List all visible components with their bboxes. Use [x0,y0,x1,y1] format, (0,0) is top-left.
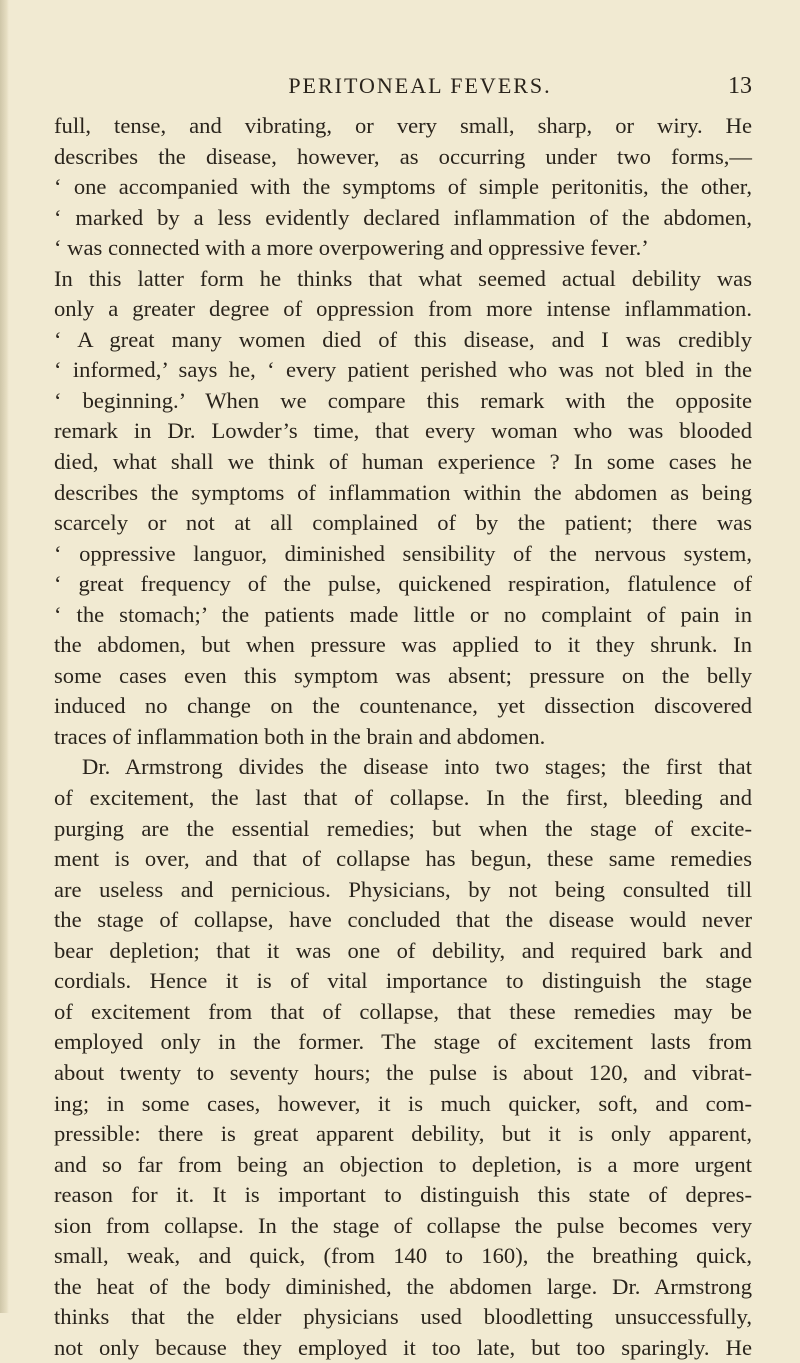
text-line: employed only in the former. The stage of excitement lasts from [54,1029,752,1055]
text-line: and so far from being an objection to depletion, is a more urgent [54,1151,752,1177]
text-line: induced no change on the countenance, yet dissection discovered [54,693,752,719]
text-line: the stage of collapse, have concluded that the disease would never [54,907,752,933]
text-line: scarcely or not at all complained of by the patient; there was [54,510,752,536]
text-line: died, what shall we think of human experience ? In some cases he [54,449,752,475]
text-line: remark in Dr. Lowder’s time, that every woman who was blooded [54,418,752,444]
text-line: reason for it. It is important to distinguish this state of depres- [54,1182,752,1208]
text-line: not only because they employed it too late, but too sparingly. He [54,1334,752,1360]
text-line: are useless and pernicious. Physicians, by not being consulted till [54,876,752,902]
body-text [54,111,752,1363]
text-line: some cases even this symptom was absent; pressure on the belly [54,662,752,688]
text-line: describes the symptoms of inflammation within the abdomen as being [54,479,752,505]
page-header [54,68,752,104]
text-line: ‘ the stomach;’ the patients made little or no complaint of pain in [54,601,752,627]
text-line: cordials. Hence it is of vital importance to distinguish the stage [54,968,752,994]
text-line: small, weak, and quick, (from 140 to 160), the breathing quick, [54,1243,752,1269]
text-line: full, tense, and vibrating, or very small, sharp, or wiry. He [54,113,752,138]
text-line: ‘ great frequency of the pulse, quickened respiration, flatulence of [54,571,752,597]
text-line: ment is over, and that of collapse has begun, these same remedies [54,846,752,872]
text-line: of excitement, the last that of collapse. In the first, bleeding and [54,785,752,811]
text-line: ‘ marked by a less evidently declared inflammation of the abdomen, [54,204,752,230]
text-line: ‘ oppressive languor, diminished sensibility of the nervous system, [54,540,752,566]
text-line: sion from collapse. In the stage of collapse the pulse becomes very [54,1212,752,1238]
text-line: traces of inflammation both in the brain and abdomen. [54,723,546,749]
text-line: ‘ A great many women died of this disease, and I was credibly [54,326,752,352]
text-line: only a greater degree of oppression from more intense inflammation. [54,296,752,322]
text-line: thinks that the elder physicians used bloodletting unsuccessfully, [54,1304,752,1330]
running-head: PERITONEAL FEVERS. [288,73,552,98]
text-line: of excitement from that of collapse, that these remedies may be [54,998,752,1024]
text-line: ‘ beginning.’ When we compare this remark with the opposite [54,387,752,413]
text-line: In this latter form he thinks that what seemed actual debility was [54,265,752,291]
text-line: ‘ informed,’ says he, ‘ every patient perished who was not bled in the [54,357,752,383]
text-line: describes the disease, however, as occurring under two forms,— [54,143,752,169]
text-line: purging are the essential remedies; but when the stage of excite- [54,815,752,841]
text-line: the heat of the body diminished, the abdomen large. Dr. Armstrong [54,1273,752,1299]
text-line: ing; in some cases, however, it is much quicker, soft, and com- [54,1090,752,1116]
text-line: the abdomen, but when pressure was applied to it they shrunk. In [54,632,752,658]
text-line: ‘ one accompanied with the symptoms of simple peritonitis, the other, [54,174,752,200]
text-line: ‘ was connected with a more overpowering and oppressive fever.’ [54,235,649,261]
text-line: about twenty to seventy hours; the pulse is about 120, and vibrat- [54,1059,752,1085]
text-line: pressible: there is great apparent debility, but it is only apparent, [54,1121,752,1147]
text-line: bear depletion; that it was one of debility, and required bark and [54,937,752,963]
text-line: Dr. Armstrong divides the disease into two stages; the first that [82,754,752,780]
page-edge-shadow [0,0,9,1313]
page-number: 13 [728,73,752,99]
